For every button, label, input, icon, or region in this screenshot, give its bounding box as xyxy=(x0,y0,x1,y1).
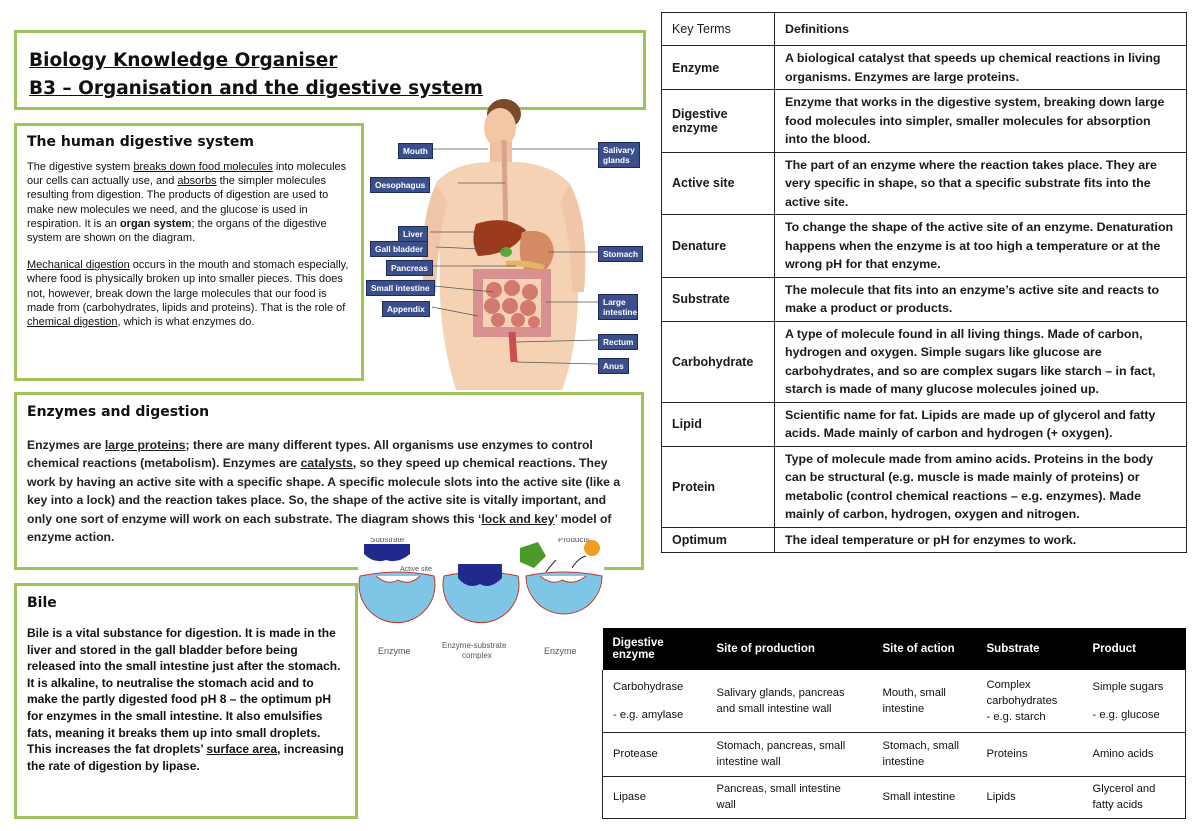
lock-key-complex-label: Enzyme-substrate xyxy=(442,641,507,650)
table-cell: Mouth, small intestine xyxy=(873,670,977,732)
digestive-system-heading: The human digestive system xyxy=(27,134,254,150)
key-term-definition: The ideal temperature or pH for enzymes to work. xyxy=(775,527,1187,553)
underlined-term: large proteins xyxy=(104,438,186,452)
label-liver: Liver xyxy=(398,226,428,242)
table-cell: Salivary glands, pancreas and small intestine wall xyxy=(707,670,873,732)
table-cell: Small intestine xyxy=(873,776,977,818)
digestive-system-section xyxy=(14,123,364,381)
text-span: ; the organs of the digestive system are shown on the diagram. xyxy=(27,217,327,245)
key-term-row xyxy=(662,90,1187,153)
table-cell: Stomach, small intestine xyxy=(873,732,977,776)
key-terms-table xyxy=(661,12,1187,553)
digestive-system-paragraph-1 xyxy=(27,160,351,245)
table-cell xyxy=(1083,670,1186,732)
underlined-term: breaks down food molecules xyxy=(133,161,273,173)
table-cell: Lipase xyxy=(603,776,707,818)
enzyme-table-header: Site of action xyxy=(873,628,977,670)
key-term-row xyxy=(662,277,1187,321)
bile-heading: Bile xyxy=(27,595,57,611)
lock-key-active-site-label: Active site xyxy=(400,566,432,573)
enzyme-table-header: Site of production xyxy=(707,628,873,670)
enzymes-heading: Enzymes and digestion xyxy=(27,404,210,420)
enzyme-table-header: Product xyxy=(1083,628,1186,670)
label-gall-bladder: Gall bladder xyxy=(370,241,428,257)
label-pancreas: Pancreas xyxy=(386,260,433,276)
table-cell: Glycerol and fatty acids xyxy=(1083,776,1186,818)
enzyme-name: Carbohydrase xyxy=(613,680,684,693)
table-cell: Stomach, pancreas, small intestine wall xyxy=(707,732,873,776)
text-span: , which is what enzymes do. xyxy=(117,316,255,329)
text-span: the simpler molecules resulting from digestion. The products of digestion are used to make new molecules we need, and the glucose is used in respiration. It is an xyxy=(27,175,329,230)
label-rectum: Rectum xyxy=(598,334,638,350)
label-large-intestine: Large intestine xyxy=(598,294,638,320)
lock-and-key-diagram xyxy=(358,538,604,668)
text-span: into molecules our cells can actually use, and xyxy=(27,161,347,188)
table-cell: Lipids xyxy=(977,776,1083,818)
key-term: Carbohydrate xyxy=(662,321,775,402)
key-term-definition: To change the shape of the active site of an enzyme. Denaturation happens when the enzyme is at too high a temperature or at the wrong pH for that enzyme. xyxy=(775,215,1187,278)
underlined-term: Mechanical digestion xyxy=(27,259,130,272)
key-term: Active site xyxy=(662,152,775,215)
enzyme-example: - e.g. amylase xyxy=(613,708,684,721)
table-cell: Pancreas, small intestine wall xyxy=(707,776,873,818)
table-row xyxy=(603,670,1186,732)
text-span: ’ model of enzyme action. xyxy=(27,511,612,545)
text-span: Enzymes are xyxy=(27,438,105,452)
key-term-definition: Enzyme that works in the digestive system, breaking down large food molecules into simpler, smaller molecules for absorption into the blood. xyxy=(775,90,1187,153)
substrate-name: Complex carbohydrates xyxy=(986,678,1058,707)
table-row xyxy=(603,776,1186,818)
page-subtitle: B3 – Organisation and the digestive system xyxy=(29,78,483,99)
table-cell: Proteins xyxy=(977,732,1083,776)
key-term-row xyxy=(662,46,1187,90)
text-span: Bile is a vital substance for digestion. It is made in the liver and stored in the gall bladder before being released into the small intestine just after the stomach. It is alkaline, to neutralise the stomach acid and to make the partly digested food pH 8 – the optimum pH for enzymes in the small intestine. It also emulsifies fats, meaning it breaks them up into small droplets. This increases the fat droplets’ xyxy=(27,626,341,757)
label-anus: Anus xyxy=(598,358,629,374)
label-salivary-glands: Salivary glands xyxy=(598,142,640,168)
product-name: Simple sugars xyxy=(1092,680,1164,693)
key-term-row xyxy=(662,402,1187,446)
key-terms-header-term: Key Terms xyxy=(662,13,775,46)
key-term-definition: The molecule that fits into an enzyme’s active site and reacts to make a product or products. xyxy=(775,277,1187,321)
label-oesophagus: Oesophagus xyxy=(370,177,430,193)
key-term-definition: The part of an enzyme where the reaction takes place. They are very specific in shape, so that a specific substrate fits into the active site. xyxy=(775,152,1187,215)
key-term-row xyxy=(662,527,1187,553)
underlined-term: chemical digestion xyxy=(27,316,118,329)
key-term: Enzyme xyxy=(662,46,775,90)
underlined-term: lock and key xyxy=(481,511,555,526)
key-term: Lipid xyxy=(662,402,775,446)
key-term-row xyxy=(662,446,1187,527)
lock-and-key-illustration xyxy=(358,538,604,668)
text-span: occurs in the mouth and stomach especially, where food is physically broken up into smaller pieces. This does not, however, break down the large molecules that our food is made from (carbohydrates, lipids and proteins). That is the role of xyxy=(27,259,349,314)
label-small-intestine: Small intestine xyxy=(366,280,435,296)
text-span: ; there are many different types. All organisms use enzymes to control chemical reactions (metabolism). Enzymes are xyxy=(27,438,593,471)
key-terms-body xyxy=(662,13,1187,553)
substrate-example: - e.g. starch xyxy=(986,710,1046,723)
label-stomach: Stomach xyxy=(598,246,643,262)
table-cell: Protease xyxy=(603,732,707,776)
text-span: , so they speed up chemical reactions. They work by having an active site with a specific shape. A specific molecule slots into the active site (like a key into a lock) and the reaction takes place. So, the shape of the active site is vitally important, and only one sort of enzyme will work on each substrate. The diagram shows this ‘ xyxy=(27,456,621,526)
lock-key-enzyme-label-2: Enzyme xyxy=(544,646,577,656)
digestive-system-paragraph-2 xyxy=(27,258,351,329)
table-row xyxy=(603,732,1186,776)
bile-paragraph xyxy=(27,625,345,774)
lock-key-complex-label-2: complex xyxy=(462,651,492,660)
label-appendix: Appendix xyxy=(382,301,430,317)
text-span: The digestive system xyxy=(27,161,134,173)
underlined-term: surface area xyxy=(206,742,278,757)
lock-key-products-label: Products xyxy=(558,538,590,544)
key-terms-header-row xyxy=(662,13,1187,46)
enzymes-paragraph xyxy=(27,436,631,546)
key-term-row xyxy=(662,215,1187,278)
key-terms-header-definition: Definitions xyxy=(775,13,1187,46)
text-span: , increasing the rate of digestion by lipase. xyxy=(27,742,344,773)
table-cell: Amino acids xyxy=(1083,732,1186,776)
table-cell xyxy=(603,670,707,732)
bold-term: organ system xyxy=(119,217,192,230)
key-term-definition: A type of molecule found in all living things. Made of carbon, hydrogen and oxygen. Simple sugars like glucose are carbohydrates, and so are complex sugars like starch – in fact, starch is made of many glucose molecules joined up. xyxy=(775,321,1187,402)
key-term-definition: A biological catalyst that speeds up chemical reactions in living organisms. Enzymes are large proteins. xyxy=(775,46,1187,90)
key-term-definition: Type of molecule made from amino acids. Proteins in the body can be structural (e.g. muscle is made mainly of proteins) or metabolic (control chemical reactions – e.g. enzymes). Made mainly of carbon, hydrogen, oxygen and nitrogen. xyxy=(775,446,1187,527)
enzyme-table-header-row xyxy=(603,628,1186,670)
key-term: Digestive enzyme xyxy=(662,90,775,153)
table-cell xyxy=(977,670,1083,732)
lock-key-enzyme-label-1: Enzyme xyxy=(378,646,411,656)
key-term: Protein xyxy=(662,446,775,527)
key-term-row xyxy=(662,321,1187,402)
bile-section xyxy=(14,583,358,819)
enzyme-table-header: Substrate xyxy=(977,628,1083,670)
key-term: Substrate xyxy=(662,277,775,321)
page-title: Biology Knowledge Organiser xyxy=(29,50,338,71)
underlined-term: catalysts xyxy=(300,456,353,471)
underlined-term: absorbs xyxy=(177,175,217,188)
digestive-enzymes-table xyxy=(602,628,1186,819)
product-example: - e.g. glucose xyxy=(1092,708,1160,721)
digestive-system-diagram xyxy=(366,92,644,390)
lock-key-substrate-label: Substrate xyxy=(370,538,405,544)
key-term: Denature xyxy=(662,215,775,278)
label-mouth: Mouth xyxy=(398,143,433,159)
enzyme-table-header: Digestive enzyme xyxy=(603,628,707,670)
key-term: Optimum xyxy=(662,527,775,553)
key-term-definition: Scientific name for fat. Lipids are made up of glycerol and fatty acids. Made mainly of carbon and hydrogen (+ oxygen). xyxy=(775,402,1187,446)
key-term-row xyxy=(662,152,1187,215)
